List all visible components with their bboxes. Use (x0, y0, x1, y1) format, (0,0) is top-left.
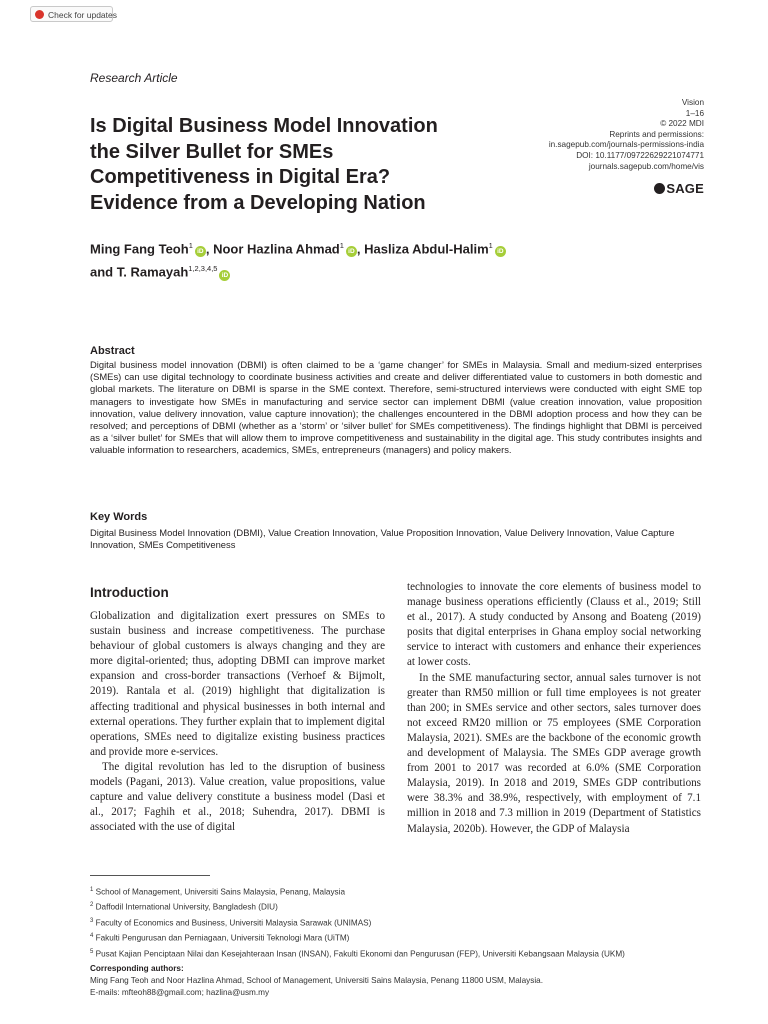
author-separator: , (356, 241, 365, 257)
body-paragraph: The digital revolution has led to the disruption of business models (Pagani, 2013). Value creation, value propositions, value capture and value delivery constitute a business model (Dasi et al., 2017; Faghih et al., 2018; Suhendra, 2017). DBMI is associated with the use of digital (90, 760, 385, 834)
title-line: Is Digital Business Model Innovation (90, 115, 438, 137)
crossmark-icon (35, 10, 44, 19)
title-line: Evidence from a Developing Nation (90, 191, 426, 214)
footnote (90, 915, 625, 930)
author-separator: , (205, 241, 214, 257)
footnote-number: 5 (90, 948, 94, 955)
author-affiliation: 1 (188, 241, 193, 250)
journal-meta-line[interactable]: journals.sagepub.com/home/vis (588, 161, 704, 171)
footnote (90, 899, 625, 914)
body-paragraph: Globalization and digitalization exert pressures on SMEs to sustain business and increase competitiveness. The purchase behaviour of global customers is always changing and they are more digital-oriented; thus, adopting DBMI can improve market expansion and cross-border transactions (Verhoef & Bijmolt, 2019). Rantala et al. (2019) highlight that digitalization is affecting traditional and physical businesses in both internal and external operations. They further explain that to implement digital operations, SMEs need to digitalize existing business practices and provide more e-services. (90, 610, 385, 758)
body-column-right (407, 580, 701, 837)
publisher-logo (654, 181, 704, 196)
author-name: Ming Fang Teoh (90, 241, 189, 257)
journal-meta (549, 98, 704, 172)
author-affiliation: 1,2,3,4,5 (188, 264, 218, 274)
article-type: Research Article (90, 71, 178, 85)
orcid-icon[interactable]: iD (195, 246, 206, 257)
footnote (90, 946, 625, 961)
corresponding-label: Corresponding authors: (90, 964, 184, 973)
author-affiliation: 1 (488, 241, 493, 250)
affiliation-footnotes (90, 884, 625, 961)
author-list (90, 236, 610, 283)
author-name: Hasliza Abdul-Halim (364, 241, 489, 257)
journal-meta-line[interactable]: DOI: 10.1177/09722629221074771 (576, 150, 704, 160)
journal-meta-line: Vision (681, 98, 704, 107)
sage-logo-icon (654, 183, 665, 194)
journal-meta-line: 1–16 (685, 108, 704, 118)
body-column-left (90, 609, 385, 835)
footnote-number: 1 (90, 887, 94, 893)
title-line: the Silver Bullet for SMEs (90, 140, 334, 163)
journal-meta-line: © 2022 MDI (660, 119, 704, 129)
abstract-heading: Abstract (90, 345, 135, 357)
introduction-heading: Introduction (90, 585, 169, 600)
footnote (90, 930, 625, 945)
check-for-updates-badge[interactable] (30, 6, 117, 22)
author-name: Noor Hazlina Ahmad (213, 241, 340, 257)
body-paragraph: technologies to innovate the core elements of business model to manage business operations efficiently (Clauss et al., 2019; Still et al., 2017). A study conducted by Ansong and Boateng (2019) posits that digital enterprises in Ghana employ social networking service to interact with customers and enhance their experiences at lower costs. (407, 581, 701, 669)
article-title (90, 114, 510, 216)
corresponding-authors (90, 963, 543, 998)
orcid-icon[interactable]: iD (219, 270, 230, 281)
orcid-icon[interactable]: iD (495, 246, 506, 257)
footnote-number: 3 (90, 917, 94, 924)
footnote-text: Daffodil International University, Bangladesh (DIU) (95, 903, 278, 913)
author-name: and T. Ramayah (90, 264, 189, 280)
footnote-number: 4 (90, 933, 94, 940)
corresponding-emails[interactable]: E-mails: mfteoh88@gmail.com; hazlina@usm.my (90, 987, 270, 997)
keywords-heading: Key Words (90, 511, 148, 523)
author-affiliation: 1 (339, 241, 344, 250)
title-line: Competitiveness in Digital Era? (90, 166, 391, 188)
corresponding-address: Ming Fang Teoh and Noor Hazlina Ahmad, School of Management, Universiti Sains Malaysia, Penang 11800 USM, Malaysia. (90, 975, 543, 985)
check-for-updates-label: Check for updates (48, 10, 117, 20)
orcid-icon[interactable]: iD (346, 246, 357, 257)
body-paragraph: In the SME manufacturing sector, annual sales turnover is not greater than RM50 million or full time employees is not greater than 200; in SMEs service and other sectors, sales turnover does not exceed RM20 million or 75 employees (SME Corporation Malaysia, 2021). SMEs are the backbone of the economic growth and development of Malaysia. The SMEs GDP average growth from 2001 to 2017 was recorded at 6.0% (SME Corporation Malaysia, 2019). In 2018 and 2019, SMEs GDP contributions were 38.3% and 38.9%, respectively, with employment of 7.1 million in 2018 and 7.3 million in 2019 (Department of Statistics Malaysia, 2020b). However, the GDP of Malaysia (407, 671, 701, 835)
footnote (90, 884, 625, 899)
footnote-number: 2 (90, 902, 94, 909)
abstract-text: Digital business model innovation (DBMI) is often claimed to be a ‘game changer’ for SMEs in Malaysia. Small and medium-sized enterprises (SMEs) can use digital technology to coordinate business activities and create and deliver differentiated value to customers in both domestic and global markets. The literature on DBMI is sparse in the SME context. Therefore, semi-structured interviews were conducted with eight SME top managers to investigate how SMEs in manufacturing and service sector can implement DBMI (value creation innovation, value proposition innovation, value delivery innovation, value capture innovation); the challenges encountered in the DBMI adoption process and how they can be resolved; and perceptions of DBMI (whether as a ‘storm’ or ‘silver bullet’ for SMEs competitiveness). The findings highlight that DBMI is perceived as a ‘silver bullet’ for SMEs that will allow them to improve competitiveness and sustainability in the digital age. This study contributes insights and valuable information to researchers, academics, SMEs, entrepreneurs (managers) and policy makers. (90, 359, 702, 456)
publisher-logo-text: SAGE (666, 181, 704, 196)
footnote-text: Pusat Kajian Penciptaan Nilai dan Kesejahteraan Insan (INSAN), Fakulti Ekonomi dan Pengurusan (FEP), Universiti Kebangsaan Malaysia (UKM) (95, 949, 625, 959)
footnote-text: Fakulti Pengurusan dan Perniagaan, Universiti Teknologi Mara (UiTM) (95, 934, 350, 944)
author-line (90, 236, 610, 259)
footnote-text: School of Management, Universiti Sains Malaysia, Penang, Malaysia (95, 887, 346, 897)
footnote-text: Faculty of Economics and Business, Universiti Malaysia Sarawak (UNIMAS) (95, 918, 372, 928)
footnote-divider (90, 875, 210, 876)
journal-meta-line[interactable]: in.sagepub.com/journals-permissions-india (548, 140, 704, 150)
keywords-text: Digital Business Model Innovation (DBMI), Value Creation Innovation, Value Proposition Innovation, Value Delivery Innovation, Value Capture Innovation, SMEs Competitiveness (90, 527, 675, 551)
author-line (90, 259, 610, 282)
journal-meta-line: Reprints and permissions: (609, 129, 704, 139)
